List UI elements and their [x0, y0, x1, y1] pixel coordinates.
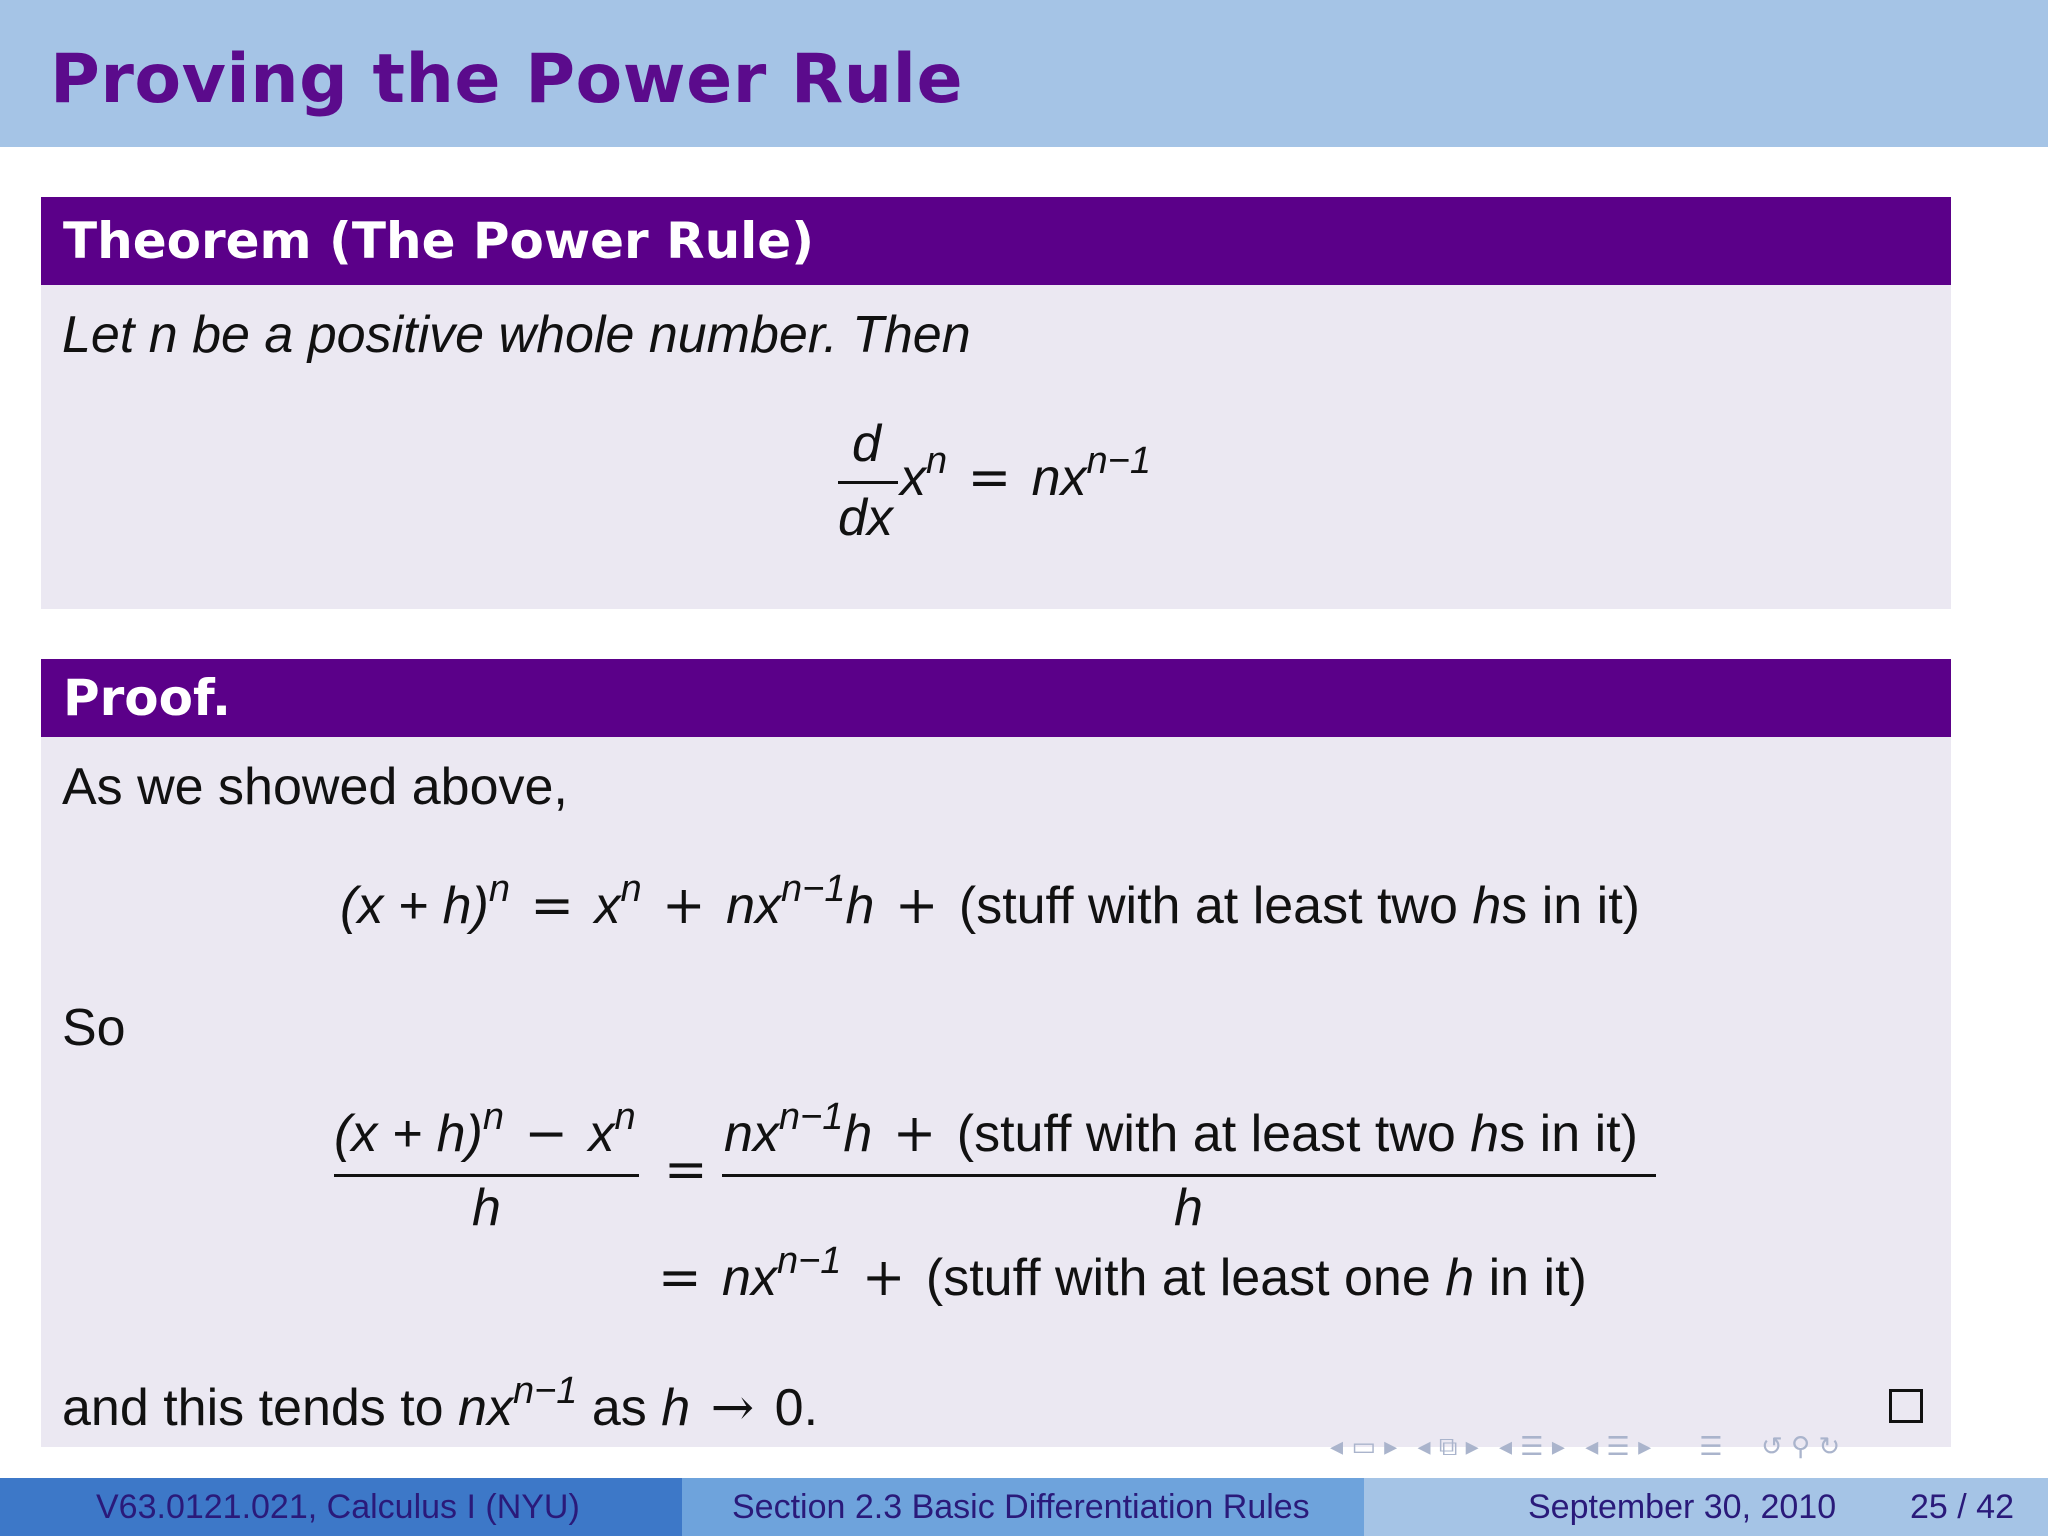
- expansion-left-exp: n: [488, 868, 510, 910]
- quotient-num-right: x: [588, 1105, 615, 1163]
- quotient-rhs-rest-pre: (stuff with at least two: [956, 1105, 1471, 1163]
- quotient-right-numerator: [724, 1096, 1638, 1164]
- conclusion-mid: as: [577, 1379, 662, 1437]
- proof-heading: Proof.: [41, 659, 1951, 737]
- expansion-equals: =: [530, 876, 574, 936]
- quotient-left-numerator: [334, 1096, 636, 1164]
- expansion-rest-post: s in it): [1501, 877, 1640, 935]
- formula-fraction-bar: [838, 481, 898, 484]
- quotient-rhs-tail: h: [843, 1105, 873, 1163]
- footer-right: [1364, 1478, 2048, 1536]
- expansion-term1: x: [594, 877, 621, 935]
- quotient-right-denominator: h: [1174, 1179, 1203, 1237]
- nav-left-arrow-icon[interactable]: ◂: [1330, 1432, 1344, 1462]
- result-rest-post: in it): [1474, 1249, 1587, 1307]
- result-exp: n−1: [776, 1240, 842, 1282]
- expansion-plus-1: +: [662, 876, 706, 936]
- quotient-num-left: (x + h): [334, 1105, 483, 1163]
- result-rest-var: h: [1445, 1249, 1475, 1307]
- expansion-term1-exp: n: [620, 868, 642, 910]
- formula-d-numerator: d: [852, 415, 881, 473]
- proof-intro: As we showed above,: [62, 758, 568, 816]
- formula-rhs: [900, 440, 1152, 508]
- formula-rhs-base: nx: [1031, 449, 1087, 507]
- nav-doc-icon[interactable]: ◂ ☰ ▸: [1585, 1432, 1652, 1462]
- footer-date: September 30, 2010: [1528, 1488, 1837, 1526]
- quotient-right-fraction-bar: [722, 1174, 1656, 1177]
- expansion-equation: [340, 868, 1640, 936]
- nav-section-icon[interactable]: ◂ ☰ ▸: [1498, 1432, 1565, 1462]
- theorem-statement: Let n be a positive whole number. Then: [62, 306, 971, 364]
- nav-frame-icon[interactable]: ▭: [1351, 1432, 1376, 1462]
- result-plus: +: [861, 1248, 906, 1308]
- theorem-heading: Theorem (The Power Rule): [41, 197, 1951, 285]
- quotient-rhs-rest-var: h: [1470, 1105, 1500, 1163]
- qed-square-icon: [1889, 1389, 1923, 1423]
- quotient-num-left-exp: n: [482, 1096, 504, 1138]
- formula-equals: =: [967, 448, 1012, 508]
- nav-align-icon[interactable]: ☰: [1699, 1432, 1723, 1462]
- expansion-plus-2: +: [894, 876, 939, 936]
- quotient-minus: −: [524, 1104, 568, 1164]
- formula-dx-denominator: dx: [838, 489, 893, 547]
- quotient-left-fraction-bar: [334, 1174, 639, 1177]
- result-equals: =: [658, 1248, 702, 1308]
- expansion-term2: nx: [726, 877, 781, 935]
- footer-page-number: 25 / 42: [1910, 1488, 2014, 1526]
- proof-conclusion: [62, 1370, 819, 1438]
- quotient-num-right-exp: n: [614, 1096, 636, 1138]
- nav-back-icon[interactable]: ↺: [1760, 1432, 1783, 1462]
- result-equation: [652, 1240, 1587, 1308]
- formula-rhs-exp: n−1: [1086, 440, 1152, 482]
- conclusion-arrow: →: [710, 1378, 755, 1438]
- conclusion-base: nx: [458, 1379, 513, 1437]
- quotient-rhs-exp: n−1: [778, 1096, 844, 1138]
- result-base: nx: [722, 1249, 777, 1307]
- proof-body: [41, 737, 1951, 1447]
- nav-search-icon[interactable]: ⚲: [1791, 1432, 1811, 1462]
- expansion-rest-var: h: [1472, 877, 1502, 935]
- nav-right-arrow-icon[interactable]: ▸: [1384, 1432, 1398, 1462]
- conclusion-post: 0.: [760, 1379, 819, 1437]
- footer-section: Section 2.3 Basic Differentiation Rules: [682, 1478, 1364, 1536]
- footer-course: V63.0121.021, Calculus I (NYU): [0, 1478, 682, 1536]
- nav-subsection-icon[interactable]: ◂ ⧉ ▸: [1417, 1432, 1479, 1462]
- beamer-nav-bar: [1330, 1432, 1840, 1462]
- result-rest-pre: (stuff with at least one: [925, 1249, 1446, 1307]
- slide-title: Proving the Power Rule: [50, 40, 964, 119]
- quotient-rhs-base: nx: [724, 1105, 779, 1163]
- conclusion-exp: n−1: [512, 1370, 578, 1412]
- expansion-term2-tail: h: [845, 877, 875, 935]
- expansion-rest-pre: (stuff with at least two: [958, 877, 1473, 935]
- quotient-left-denominator: h: [472, 1179, 501, 1237]
- expansion-left: (x + h): [340, 877, 489, 935]
- conclusion-pre: and this tends to: [62, 1379, 459, 1437]
- quotient-equals-sign: =: [664, 1140, 708, 1200]
- proof-so: So: [62, 999, 126, 1057]
- nav-forward-icon[interactable]: ↻: [1818, 1432, 1841, 1462]
- formula-lhs-base: x: [900, 449, 926, 507]
- conclusion-var: h: [661, 1379, 691, 1437]
- quotient-rhs-rest-post: s in it): [1499, 1105, 1638, 1163]
- quotient-rhs-plus: +: [892, 1104, 937, 1164]
- expansion-term2-exp: n−1: [781, 868, 846, 910]
- quotient-equals: [658, 1140, 714, 1200]
- formula-lhs-exp: n: [926, 440, 948, 482]
